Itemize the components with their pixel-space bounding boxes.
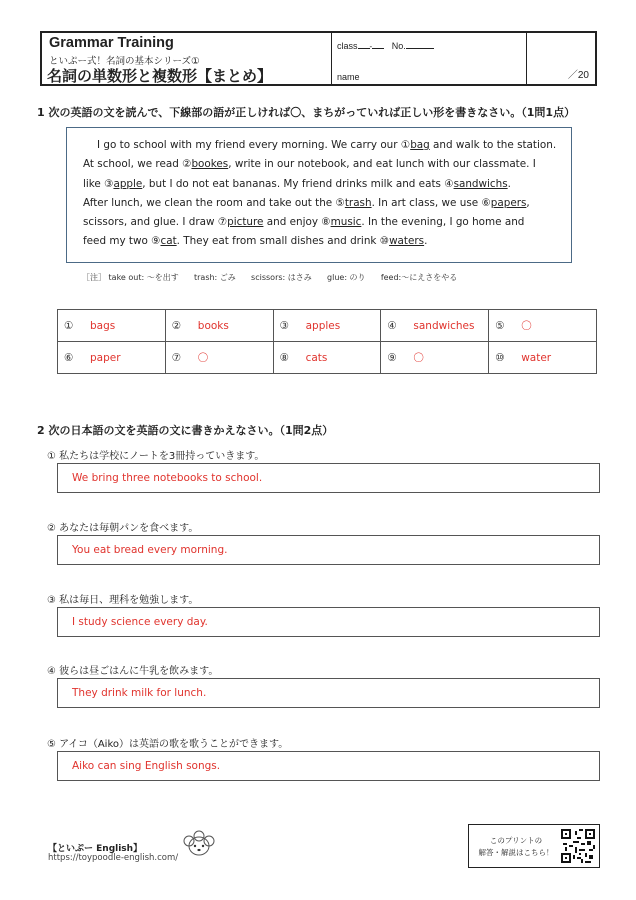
class-number-line [337,39,434,51]
answer-number: ⑩ [495,351,505,364]
question-4-label: ④ 彼らは昼ごはんに牛乳を飲みます。 [47,666,219,677]
answer-number: ⑦ [171,352,182,364]
no-blank[interactable] [406,39,434,49]
answer-cell-6[interactable] [58,342,166,374]
answer-number: ③ [279,319,290,332]
header-box [40,31,597,86]
underlined-word-10: waters [389,235,425,248]
underlined-word-8: music [330,216,362,229]
passage-line [83,213,559,232]
section1-heading: 1 次の英語の文を読んで、下線部の語が正しければ〇、まちがっていれば正しい形を書きなさい。（1問1点） [37,106,576,119]
series-subtitle: といぷー式！名詞の基本シリーズ① [49,56,200,67]
answer-number: ⑨ [387,352,397,364]
answer-link-line-2: 解答・解説はこちら！ [478,848,554,857]
answer-box-2[interactable]: You eat bread every morning. [57,535,600,565]
reading-passage [66,127,572,263]
answer-number: ④ [387,319,397,332]
answer-number: ① [64,319,74,332]
question-3-label: ③ 私は毎日、理科を勉強します。 [47,595,199,606]
answer-text: water [521,351,552,364]
answer-text: 〇 [197,352,209,364]
passage-line [83,136,559,155]
answer-link-text [475,835,557,859]
title-cell [42,33,332,84]
answer-box-4[interactable]: They drink milk for lunch. [57,678,600,708]
marker-5: ⑤ [335,196,345,209]
answer-text: cats [305,351,328,364]
passage-text: feed my two [83,235,152,248]
question-1-label: ① 私たちは学校にノートを3冊持っていきます。 [47,451,265,462]
answer-box-1[interactable]: We bring three notebooks to school. [57,463,600,493]
answer-text: sandwiches [413,319,475,332]
underlined-word-3: apple [113,177,143,190]
class-blank-2[interactable] [369,39,384,51]
answer-text: paper [90,351,121,364]
worksheet-title: Grammar Training [49,35,174,51]
class-label: class [337,41,358,51]
answer-link-box[interactable] [468,824,600,868]
passage-text: . They eat from small dishes and drink [176,235,380,248]
class-dash: - [369,42,373,51]
passage-text: and walk to the station. [429,139,557,151]
marker-10: ⑩ [379,235,390,248]
answer-row [58,342,597,374]
vocabulary-note: ［注］ take out: ～を出す trash: ごみ scissors: はさみ glue: のり feed:～にえさをやる [82,273,458,282]
passage-text: , [526,196,530,209]
passage-text: and enjoy [263,216,322,229]
answer-text: books [197,319,229,332]
marker-7: ⑦ [217,216,228,229]
score-cell [527,33,595,84]
passage-line [83,175,559,194]
answer-number: ⑤ [495,320,505,332]
qr-code-icon[interactable] [561,829,595,863]
answer-cell-4[interactable] [381,310,489,342]
score-total: ／20 [567,70,589,81]
question-2-label: ② あなたは毎朝パンを食べます。 [47,523,199,534]
name-label: name [337,72,360,82]
class-name-cell [332,33,527,84]
question-5-label: ⑤ アイコ（Aiko）は英語の歌を歌うことができます。 [47,739,289,750]
underlined-word-1: bag [410,139,430,151]
underlined-word-5: trash [344,196,372,209]
passage-text: At school, we read [83,158,183,171]
marker-3: ③ [104,177,114,190]
poodle-icon [180,830,218,860]
answer-box-5[interactable]: Aiko can sing English songs. [57,751,600,781]
answer-cell-5[interactable] [489,310,597,342]
passage-text: like [83,177,105,190]
section2-heading: 2 次の日本語の文を英語の文に書きかえなさい。（1問2点） [37,424,334,437]
underlined-word-9: cat [160,235,177,248]
answer-cell-3[interactable] [273,310,381,342]
answer-grid [57,309,597,374]
passage-text: I go to school with my friend every morning. We carry our [97,139,401,151]
passage-text: . [424,235,428,248]
answer-text: 〇 [521,320,532,332]
marker-9: ⑨ [151,235,161,248]
answer-cell-1[interactable] [58,310,166,342]
answer-cell-8[interactable] [273,342,381,374]
answer-number: ② [171,319,182,332]
passage-text: . [507,177,511,190]
passage-line [83,194,559,213]
brand-name: 【といぷー English】 [48,844,143,854]
answer-row [58,310,597,342]
answer-number: ⑧ [279,351,290,364]
main-title: 名詞の単数形と複数形【まとめ】 [47,67,273,85]
underlined-word-4: sandwichs [453,177,508,190]
answer-cell-9[interactable] [381,342,489,374]
underlined-word-2: bookes [191,158,229,171]
marker-6: ⑥ [481,196,491,209]
passage-text: , but I do not eat bananas. My friend drinks milk and eats [142,177,445,190]
no-label: No. [391,41,406,51]
answer-text: bags [90,319,116,332]
passage-text: scissors, and glue. I draw [83,216,218,229]
passage-text: . In the evening, I go home and [361,216,525,229]
marker-1: ① [400,139,411,151]
underlined-word-6: papers [490,196,527,209]
answer-cell-7[interactable] [165,342,273,374]
marker-8: ⑧ [321,216,331,229]
passage-text: , write in our notebook, and eat lunch with our classmate. I [228,158,536,171]
class-blank-1[interactable] [358,39,370,49]
passage-line [83,232,559,251]
answer-link-line-1: このプリントの [489,836,543,845]
answer-text: apples [305,319,341,332]
answer-box-3[interactable]: I study science every day. [57,607,600,637]
answer-text: 〇 [413,352,424,364]
marker-2: ② [182,158,192,171]
passage-text: After lunch, we clean the room and take out the [83,196,336,209]
answer-cell-2[interactable] [165,310,273,342]
brand-url[interactable]: https://toypoodle-english.com/ [48,853,179,863]
answer-cell-10[interactable] [489,342,597,374]
passage-text: . In art class, we use [371,196,482,209]
answer-number: ⑥ [64,351,74,364]
underlined-word-7: picture [227,216,264,229]
marker-4: ④ [444,177,454,190]
passage-line [83,155,559,174]
